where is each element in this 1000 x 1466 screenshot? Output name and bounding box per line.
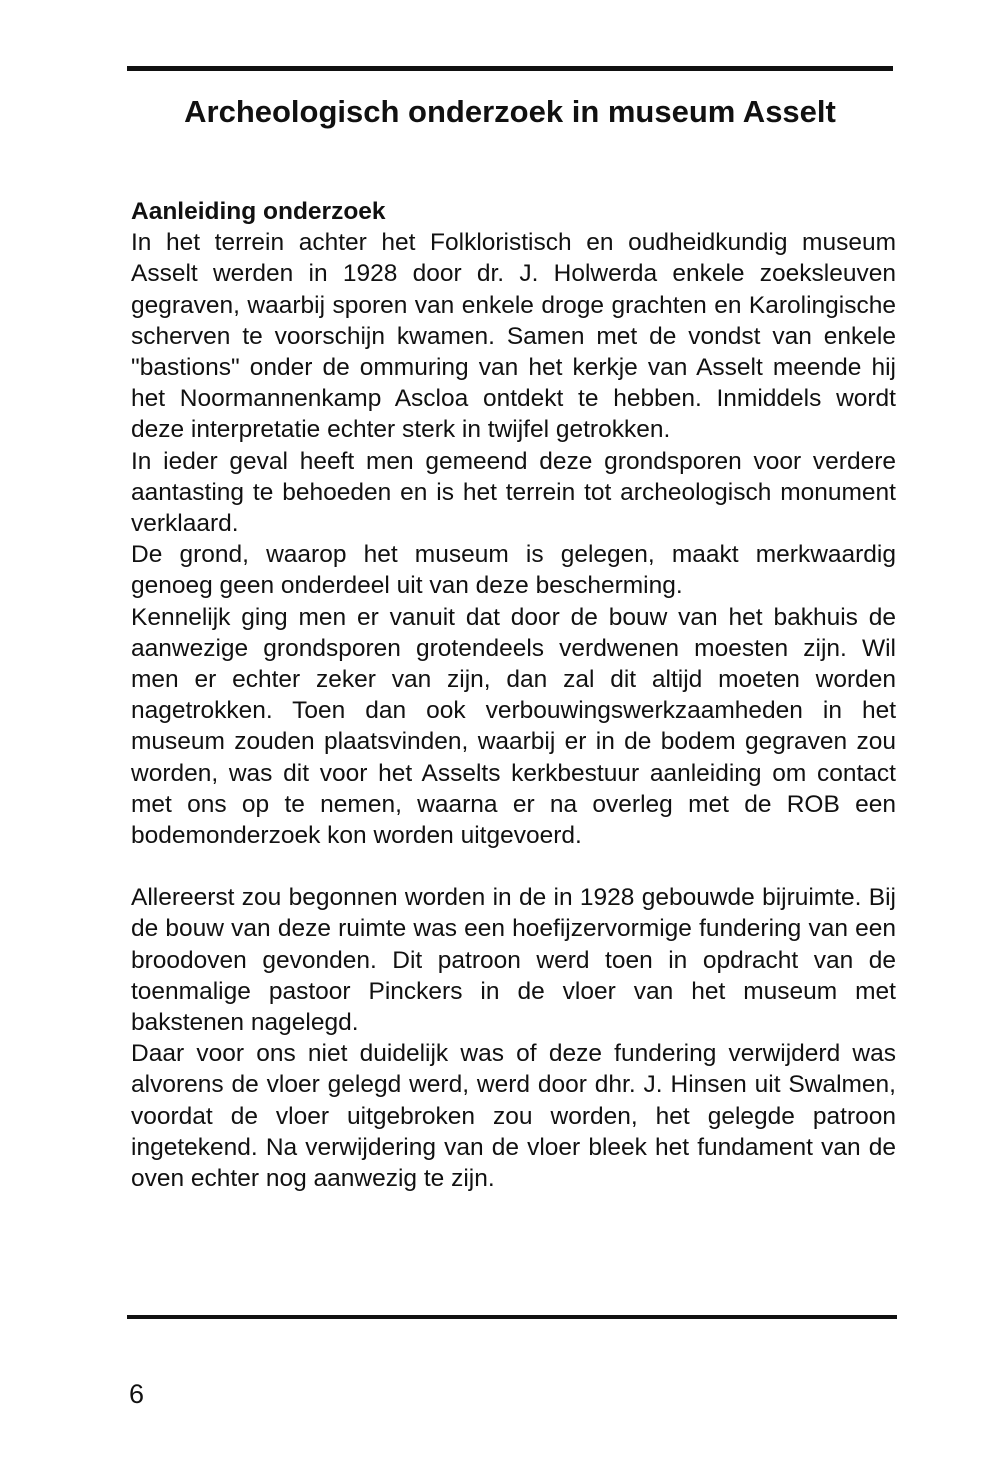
page-number: 6 [129, 1379, 145, 1409]
paragraph-1: In het terrein achter het Folkloristisch en oudheidkundig museum Asselt werden in 1928 door dr. J. Holwerda enkele zoeksleuven gegraven, waarbij sporen van enkele droge grachten en Karolingische scherven te voorschijn kwamen. Samen met de vondst van enkele "bastions" onder de ommuring van het kerkje van Asselt meende hij het Noormannenkamp Ascloa ontdekt te hebben. Inmiddels wordt deze interpretatie echter sterk in twijfel getrokken. [131, 229, 896, 444]
section-heading: Aanleiding onderzoek [131, 198, 386, 225]
paragraph-6: Daar voor ons niet duidelijk was of deze fundering verwijderd was alvorens de vloer gelegd werd, werd door dhr. J. Hinsen uit Swalmen, voordat de vloer uitgebroken zou worden, het gelegde patroon ingetekend. Na verwijdering van de vloer bleek het fundament van de oven echter nog aanwezig te zijn. [131, 1040, 896, 1193]
top-rule [127, 66, 893, 71]
page-title: Archeologisch onderzoek in museum Asselt [184, 94, 836, 129]
bottom-rule [127, 1315, 897, 1319]
paragraph-gap [131, 851, 896, 882]
article-body [131, 196, 896, 1194]
paragraph-3: De grond, waarop het museum is gelegen, maakt merkwaardig genoeg geen onderdeel uit van deze bescherming. [131, 541, 896, 600]
paragraph-2: In ieder geval heeft men gemeend deze grondsporen voor verdere aantasting te behoeden en is het terrein tot archeologisch monument verklaard. [131, 447, 896, 538]
paragraph-4: Kennelijk ging men er vanuit dat door de bouw van het bakhuis de aanwezige grondsporen grotendeels verdwenen moesten zijn. Wil men er echter zeker van zijn, dan zal dit altijd moeten worden nagetrokken. Toen dan ook verbouwingswerkzaamheden in het museum zouden plaatsvinden, waarbij er in de bodem gegraven zou worden, was dit voor het Asselts kerkbestuur aanleiding om contact met ons op te nemen, waarna er na overleg met de ROB een bodemonderzoek kon worden uitgevoerd. [131, 603, 896, 850]
paragraph-5: Allereerst zou begonnen worden in de in 1928 gebouwde bijruimte. Bij de bouw van deze ruimte was een hoefijzervormige fundering van een broodoven gevonden. Dit patroon werd toen in opdracht van de toenmalige pastoor Pinckers in de vloer van het museum met bakstenen nagelegd. [131, 884, 896, 1037]
